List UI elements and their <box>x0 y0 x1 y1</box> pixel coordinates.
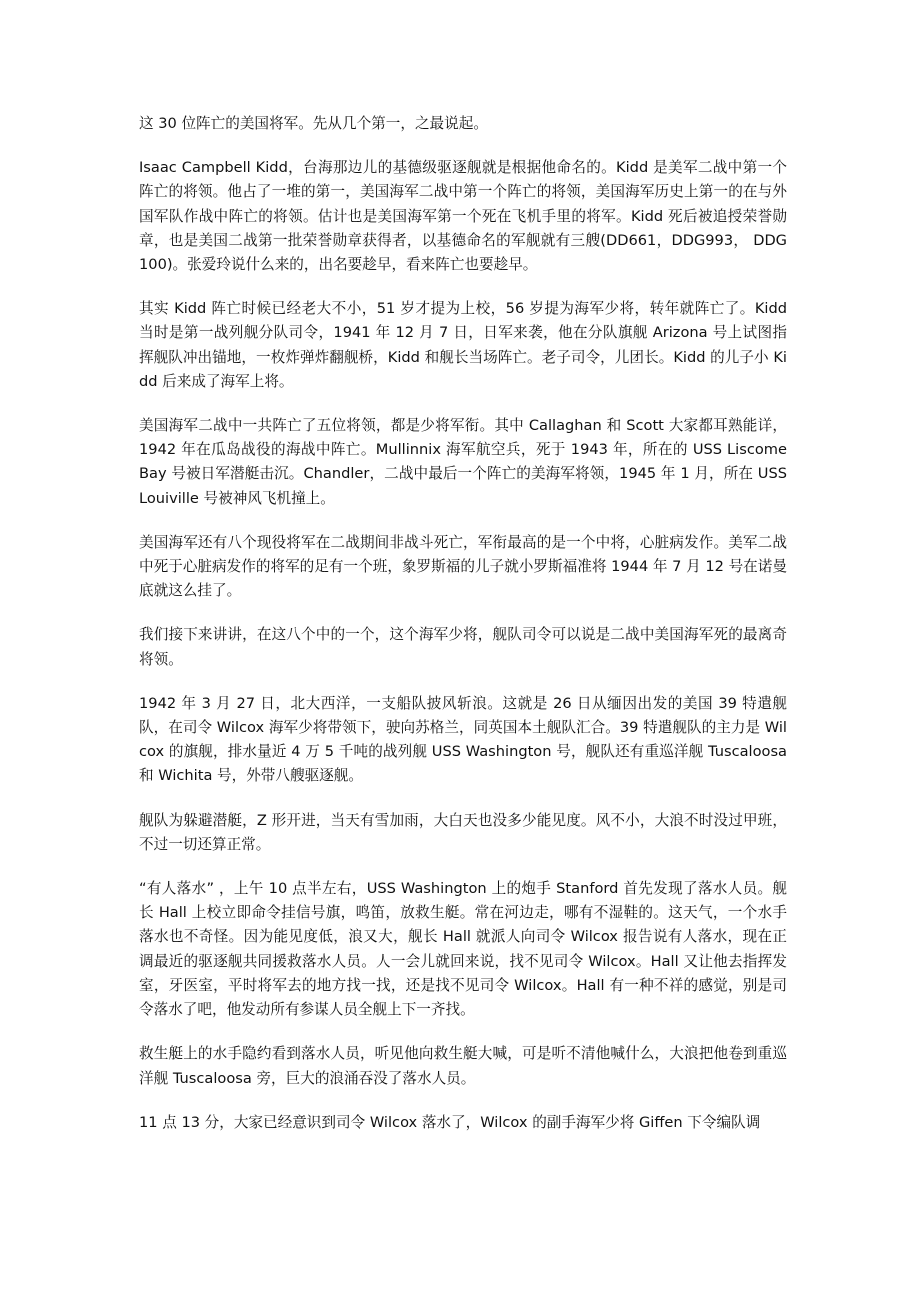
paragraph-1: 这 30 位阵亡的美国将军。先从几个第一，之最说起。 <box>139 115 488 132</box>
article-body <box>139 112 787 1155</box>
paragraph-11: 11 点 13 分，大家已经意识到司令 Wilcox 落水了，Wilcox 的副手海军少将 Giffen 下令编队调 <box>139 1113 761 1131</box>
paragraph-3: 其实 Kidd 阵亡时候已经老大不小，51 岁才提为上校，56 岁提为海军少将，转年就阵亡了。Kidd 当时是第一战列舰分队司令，1941 年 12 月 7 日，日军来袭，他在分队旗舰 Arizona 号上试图指挥舰队冲出锚地，一枚炸弹炸翻舰桥，Kidd 和舰长当场阵亡。老子司令，儿团长。Kidd 的儿子小 Kidd 后来成了海军上将。 <box>139 300 787 390</box>
paragraph-8: 舰队为躲避潜艇，Z 形开进，当天有雪加雨，大白天也没多少能见度。风不小，大浪不时没过甲班，不过一切还算正常。 <box>139 811 787 853</box>
paragraph-6: 我们接下来讲讲，在这八个中的一个，这个海军少将，舰队司令可以说是二战中美国海军死的最离奇将领。 <box>139 626 787 668</box>
paragraph-5: 美国海军还有八个现役将军在二战期间非战斗死亡，军衔最高的是一个中将，心脏病发作。美军二战中死于心脏病发作的将军的足有一个班，象罗斯福的儿子就小罗斯福准将 1944 年 7 月 12 号在诺曼底就这么挂了。 <box>139 533 787 600</box>
paragraph-7: 1942 年 3 月 27 日，北大西洋，一支船队披风斩浪。这就是 26 日从缅因出发的美国 39 特遣舰队，在司令 Wilcox 海军少将带领下，驶向苏格兰，同英国本土舰队汇合。39 特遣舰队的主力是 Wilcox 的旗舰，排水量近 4 万 5 千吨的战列舰 USS Washington 号，舰队还有重巡洋舰 Tuscaloosa 和 Wichita 号，外带八艘驱逐舰。 <box>139 694 787 785</box>
paragraph-10: 救生艇上的水手隐约看到落水人员，听见他向救生艇大喊，可是听不清他喊什么，大浪把他卷到重巡洋舰 Tuscaloosa 旁，巨大的浪涌吞没了落水人员。 <box>139 1045 787 1087</box>
paragraph-4: 美国海军二战中一共阵亡了五位将领，都是少将军衔。其中 Callaghan 和 Scott 大家都耳熟能详，1942 年在瓜岛战役的海战中阵亡。Mullinnix 海军航空兵，死于 1943 年，所在的 USS Liscome Bay 号被日军潜艇击沉。Chandler，二战中最后一个阵亡的美海军将领，1945 年 1 月，所在 USS Louiville 号被神风飞机撞上。 <box>139 417 787 507</box>
paragraph-9: “有人落水” ，上午 10 点半左右，USS Washington 上的炮手 Stanford 首先发现了落水人员。舰长 Hall 上校立即命令挂信号旗，鸣笛，放救生艇。常在河边走，哪有不湿鞋的。这天气，一个水手落水也不奇怪。因为能见度低，浪又大，舰长 Hall 就派人向司令 Wilcox 报告说有人落水，现在正调最近的驱逐舰共同援救落水人员。人一会儿就回来说，找不见司令 Wilcox。Hall 又让他去指挥发室，牙医室，平时将军去的地方找一找，还是找不见司令 Wilcox。Hall 有一种不祥的感觉，别是司令落水了吧，他发动所有参谋人员全舰上下一齐找。 <box>139 880 787 1019</box>
paragraph-2: Isaac Campbell Kidd，台海那边儿的基德级驱逐舰就是根据他命名的。Kidd 是美军二战中第一个阵亡的将领。他占了一堆的第一，美国海军二战中第一个阵亡的将领，美国海军历史上第一的在与外国军队作战中阵亡的将领。估计也是美国海军第一个死在飞机手里的将军。Kidd 死后被追授荣誉勋章，也是美国二战第一批荣誉勋章获得者，以基德命名的军舰就有三艘(DD661，DDG993， DDG 100)。张爱玲说什么来的，出名要趁早，看来阵亡也要趁早。 <box>139 159 787 274</box>
